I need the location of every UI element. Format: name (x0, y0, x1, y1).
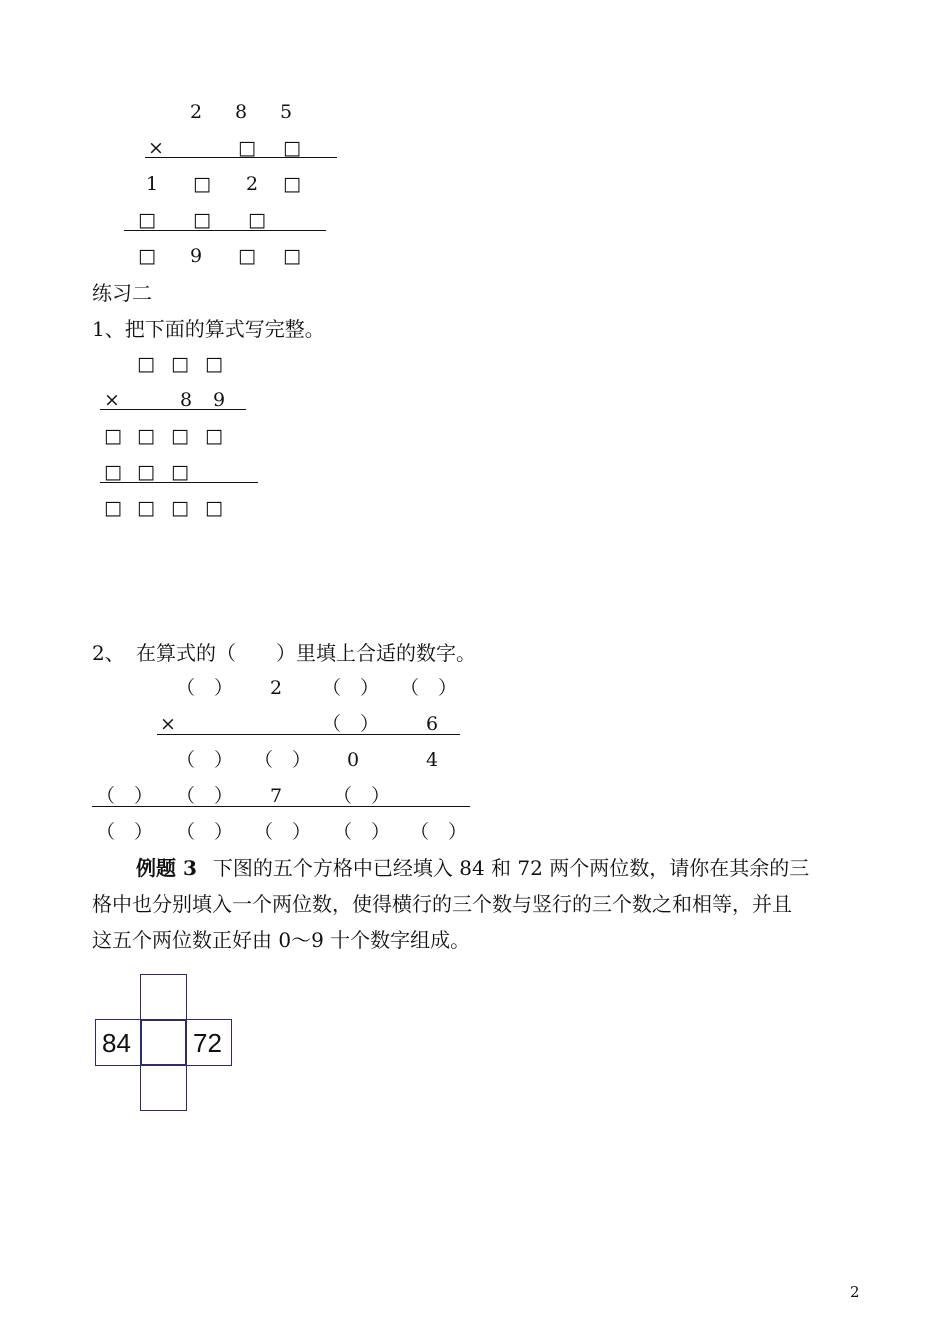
paren-blank: （ ） (176, 749, 234, 771)
blank-box: □ (104, 497, 122, 519)
example-3-line: 格中也分别填入一个两位数，使得横行的三个数与竖行的三个数之和相等，并且 (92, 892, 792, 916)
paren-blank: （ ） (96, 785, 154, 807)
blank-box: □ (283, 173, 301, 195)
divider-line (145, 157, 337, 158)
blank-box: □ (283, 245, 301, 267)
divider-line (92, 806, 470, 807)
grid-cell-center (140, 1019, 187, 1066)
multiply-sign: × (104, 389, 120, 411)
page-number: 2 (850, 1283, 860, 1301)
blank-box: □ (171, 353, 189, 375)
paren-blank: （ ） (333, 785, 391, 807)
digit: 8 (180, 389, 193, 411)
blank-box: □ (137, 425, 155, 447)
grid-number-left: 84 (102, 1028, 131, 1058)
divider-line (100, 409, 246, 410)
blank-box: □ (248, 209, 266, 231)
example-3-paragraph (92, 850, 867, 958)
question-2-number: 2、 (92, 641, 125, 665)
paren-blank: （ ） (400, 677, 458, 699)
grid-cell-bottom (140, 1064, 187, 1111)
question-1-text: 1、把下面的算式写完整。 (92, 317, 325, 341)
paren-blank: （ ） (176, 677, 234, 699)
paren-blank: （ ） (333, 821, 391, 843)
paren-blank: （ ） (322, 677, 380, 699)
blank-box: □ (205, 497, 223, 519)
paren-blank: （ ） (254, 749, 312, 771)
blank-box: □ (138, 245, 156, 267)
paren-blank: （ ） (176, 821, 234, 843)
blank-box: □ (138, 209, 156, 231)
question-2-text: 在算式的（ ）里填上合适的数字。 (136, 641, 476, 665)
paren-blank: （ ） (176, 785, 234, 807)
blank-box: □ (104, 425, 122, 447)
top-digit: 8 (235, 101, 248, 123)
blank-box: □ (205, 353, 223, 375)
blank-box: □ (171, 461, 189, 483)
example-3-text: 下图的五个方格中已经填入 84 和 72 两个两位数，请你在其余的三 (212, 856, 810, 880)
multiply-sign: × (148, 137, 164, 159)
digit: 2 (270, 677, 283, 699)
divider-line (124, 230, 326, 231)
paren-blank: （ ） (410, 821, 468, 843)
grid-cell-top (140, 974, 187, 1021)
example-3-line (92, 850, 867, 886)
paren-blank: （ ） (322, 713, 380, 735)
top-digit: 2 (190, 101, 203, 123)
digit: 0 (347, 749, 360, 771)
top-digit: 9 (190, 245, 203, 267)
digit: 4 (426, 749, 439, 771)
section-title: 练习二 (92, 281, 152, 305)
example-3-label: 例题 3 (136, 856, 197, 880)
example-3-line: 这五个两位数正好由 0～9 十个数字组成。 (92, 928, 471, 952)
digit: 6 (426, 713, 439, 735)
paren-blank: （ ） (254, 821, 312, 843)
top-digit: 5 (280, 101, 293, 123)
blank-box: □ (137, 497, 155, 519)
top-digit: 1 (146, 173, 159, 195)
blank-box: □ (193, 173, 211, 195)
digit: 7 (270, 785, 283, 807)
blank-box: □ (283, 137, 301, 159)
top-digit: 2 (246, 173, 259, 195)
blank-box: □ (171, 497, 189, 519)
blank-box: □ (104, 461, 122, 483)
blank-box: □ (238, 245, 256, 267)
grid-number-right: 72 (193, 1028, 222, 1058)
digit: 9 (213, 389, 226, 411)
blank-box: □ (171, 425, 189, 447)
blank-box: □ (137, 353, 155, 375)
blank-box: □ (205, 425, 223, 447)
divider-line (100, 482, 258, 483)
blank-box: □ (193, 209, 211, 231)
blank-box: □ (238, 137, 256, 159)
paren-blank: （ ） (96, 821, 154, 843)
blank-box: □ (137, 461, 155, 483)
multiply-sign: × (160, 713, 176, 735)
divider-line (157, 734, 460, 735)
